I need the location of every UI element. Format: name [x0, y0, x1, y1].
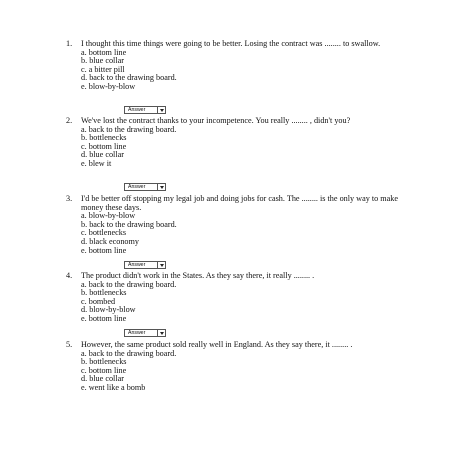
options-list: [66, 126, 406, 169]
option-e: e. bottom line: [81, 245, 127, 255]
answer-dropdown-1[interactable]: [124, 106, 166, 114]
option-c: c. a bitter pill: [81, 64, 125, 74]
option-c: c. bottom line: [81, 141, 127, 151]
option-a: a. back to the drawing board.: [81, 279, 177, 289]
question-4: [66, 272, 406, 324]
question-stem: I thought this time things were going to be better. Losing the contract was ........ to swallow.: [81, 39, 381, 48]
question-number: 4.: [66, 271, 73, 280]
option-a: a. back to the drawing board.: [81, 348, 177, 358]
question-stem: The product didn't work in the States. As they say there, it really ........ .: [81, 271, 315, 280]
option-d: d. black economy: [81, 236, 139, 246]
answer-dropdown-4[interactable]: [124, 329, 166, 337]
question-stem: I'd be better off stopping my legal job and doing jobs for cash. The ........ is the only way to make money these days.: [81, 194, 399, 212]
options-list: [66, 212, 406, 255]
option-c: c. bottom line: [81, 365, 127, 375]
option-a: a. bottom line: [81, 47, 127, 57]
chevron-down-icon: [157, 184, 165, 190]
options-list: [66, 281, 406, 324]
option-d: d. blue collar: [81, 374, 124, 384]
chevron-down-icon: [157, 262, 165, 268]
option-d: d. back to the drawing board.: [81, 73, 177, 83]
option-e: e. bottom line: [81, 313, 127, 323]
chevron-down-icon: [157, 330, 165, 336]
option-a: a. blow-by-blow: [81, 211, 136, 221]
option-b: b. back to the drawing board.: [81, 219, 177, 229]
option-c: c. bottlenecks: [81, 228, 127, 238]
question-1: [66, 40, 406, 92]
options-list: [66, 350, 406, 393]
option-e: e. blew it: [81, 158, 112, 168]
chevron-down-icon: [157, 107, 165, 113]
question-number: 5.: [66, 340, 73, 349]
option-b: b. bottlenecks: [81, 357, 127, 367]
option-e: e. blow-by-blow: [81, 81, 136, 91]
answer-dropdown-label: Answer: [128, 330, 146, 336]
answer-dropdown-label: Answer: [128, 184, 146, 190]
question-2: [66, 117, 406, 169]
answer-dropdown-label: Answer: [128, 107, 146, 113]
option-b: b. bottlenecks: [81, 133, 127, 143]
question-number: 2.: [66, 116, 73, 125]
question-stem: However, the same product sold really well in England. As they say there, it ........ .: [81, 340, 353, 349]
option-d: d. blow-by-blow: [81, 305, 136, 315]
question-3: [66, 195, 406, 255]
answer-dropdown-3[interactable]: [124, 261, 166, 269]
option-b: b. blue collar: [81, 56, 124, 66]
option-d: d. blue collar: [81, 150, 124, 160]
question-5: [66, 341, 406, 393]
option-e: e. went like a bomb: [81, 382, 146, 392]
answer-dropdown-label: Answer: [128, 262, 146, 268]
option-b: b. bottlenecks: [81, 288, 127, 298]
option-c: c. bombed: [81, 296, 116, 306]
question-number: 3.: [66, 194, 73, 203]
question-number: 1.: [66, 39, 73, 48]
option-a: a. back to the drawing board.: [81, 124, 177, 134]
options-list: [66, 49, 406, 92]
question-stem: We've lost the contract thanks to your incompetence. You really ........ , didn't you?: [81, 116, 351, 125]
answer-dropdown-2[interactable]: [124, 183, 166, 191]
